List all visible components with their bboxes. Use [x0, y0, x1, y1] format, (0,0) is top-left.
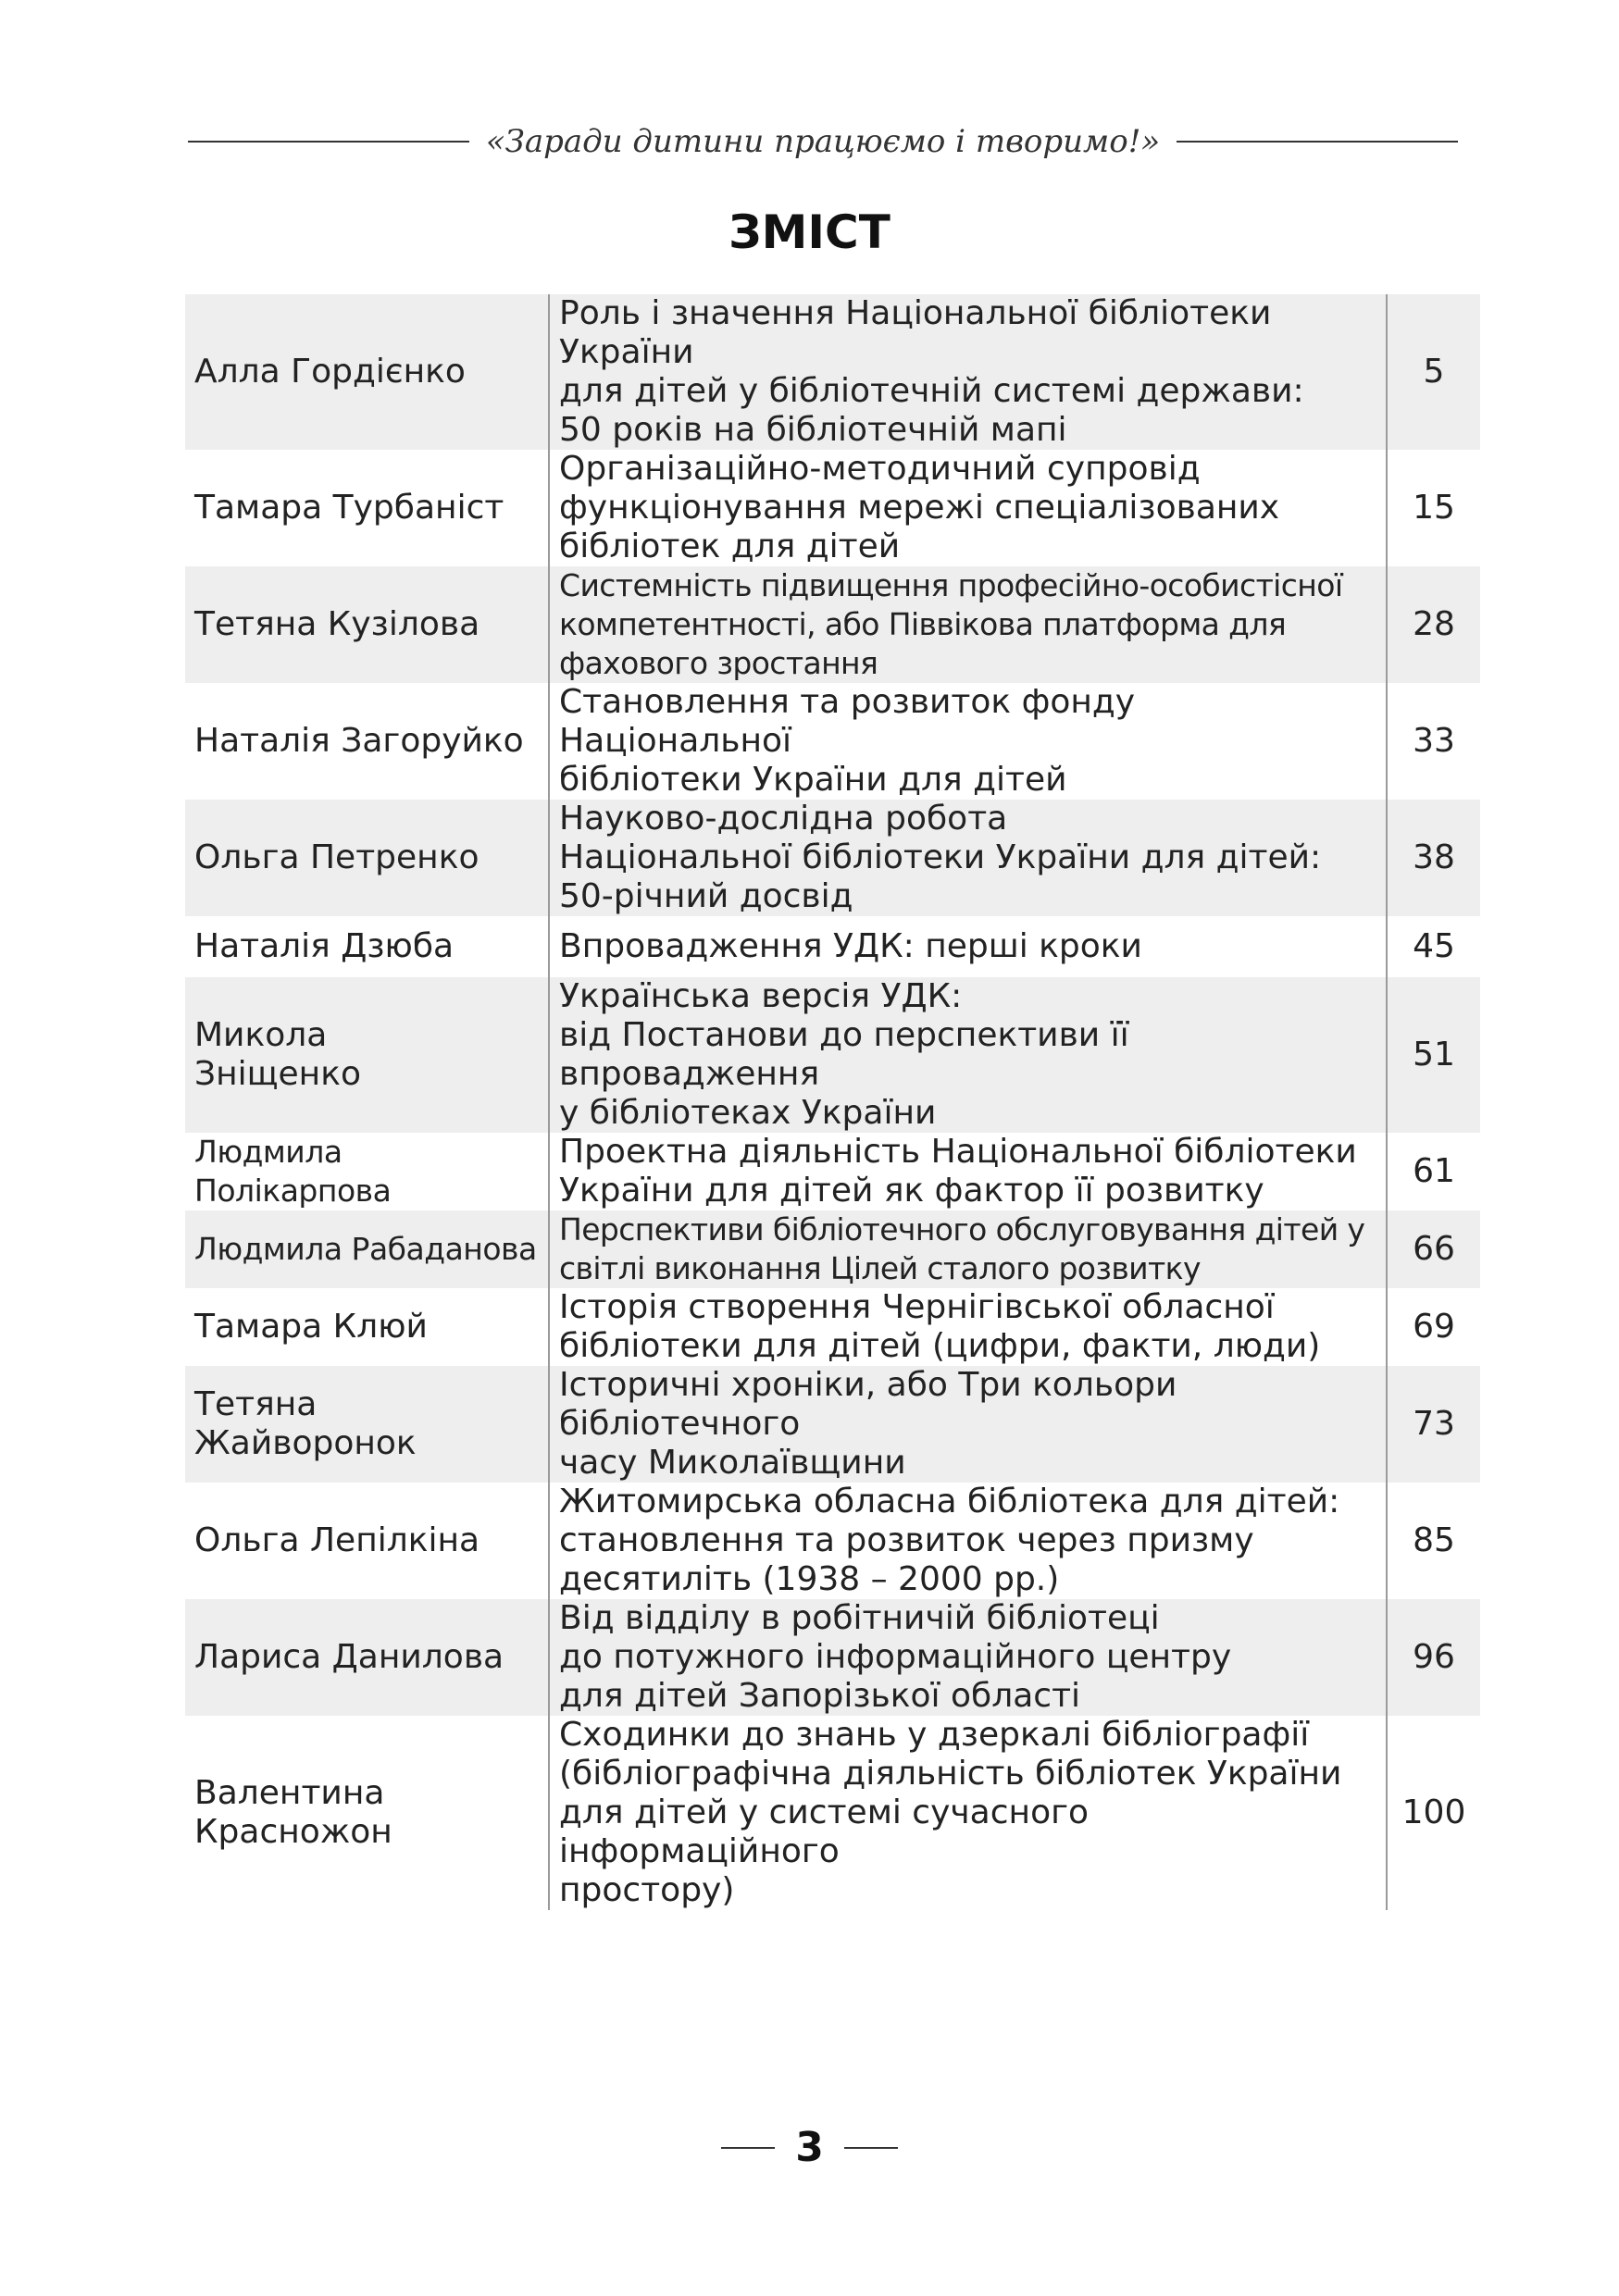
title-line: становлення та розвиток через призму [559, 1521, 1254, 1559]
toc-row [185, 1366, 1480, 1483]
toc-page-number: 85 [1413, 1521, 1455, 1559]
title-line: часу Миколаївщини [559, 1444, 906, 1482]
toc-row [185, 683, 1480, 800]
toc-author: Тамара Турбаніст [194, 489, 504, 527]
toc-author: Наталія Дзюба [194, 927, 455, 965]
title-line: Проектна діяльність Національної бібліотеки [559, 1133, 1357, 1171]
toc-page-number: 69 [1413, 1308, 1455, 1346]
header-motto: «Заради дитини працюємо і творимо!» [485, 123, 1161, 160]
title-line: Становлення та розвиток фонду Національної [559, 683, 1136, 760]
title-line: для дітей у бібліотечній системі держави: [559, 372, 1304, 410]
toc-title: ЗМІСТ [729, 205, 890, 259]
toc-row [185, 1716, 1480, 1910]
toc-page-number: 15 [1413, 489, 1455, 527]
toc-author: Людмила Рабаданова [185, 1210, 549, 1288]
toc-author: Алла Гордієнко [185, 294, 549, 450]
toc-article-title [549, 1716, 1387, 1910]
toc-article-title [549, 1366, 1387, 1483]
toc-page-number: 100 [1401, 1793, 1466, 1831]
toc-row [185, 294, 1480, 450]
toc-author: Наталія Загоруйко [194, 722, 524, 760]
toc-author: Тетяна Кузілова [185, 566, 549, 683]
title-line: від Постанови до перспективи її впровадження [559, 1016, 1129, 1093]
title-line: Історичні хроніки, або Три кольори бібліотечного [559, 1366, 1177, 1443]
toc-page-number: 66 [1387, 1210, 1480, 1288]
toc-row [185, 1133, 1480, 1210]
title-line: Історія створення Чернігівської обласної [559, 1288, 1275, 1326]
toc-article-title [549, 977, 1387, 1133]
toc-author: Лариса Данилова [185, 1599, 549, 1716]
title-line: Науково-дослідна робота [559, 800, 1008, 838]
toc-row [185, 1483, 1480, 1599]
toc-row [185, 566, 1480, 683]
toc-page-number: 61 [1413, 1152, 1455, 1190]
toc-article-title [549, 800, 1387, 916]
toc-row [185, 916, 1480, 977]
title-line: Житомирська обласна бібліотека для дітей: [559, 1483, 1340, 1520]
toc-row [185, 450, 1480, 566]
author-line: Красножон [194, 1813, 392, 1851]
title-line: бібліотек для дітей [559, 527, 901, 565]
title-line: компетентності, або Піввікова платформа для [559, 606, 1287, 642]
title-line: десятиліть (1938 – 2000 рр.) [559, 1560, 1060, 1598]
title-line: для дітей у системі сучасного інформаційного [559, 1793, 1090, 1870]
toc-article-title [549, 294, 1387, 450]
title-line: для дітей Запорізької області [559, 1677, 1081, 1715]
title-line: до потужного інформаційного центру [559, 1638, 1232, 1676]
title-line: Впровадження УДК: перші кроки [559, 927, 1142, 965]
author-line: Валентина [194, 1774, 385, 1812]
title-line: 50 років на бібліотечній мапі [559, 411, 1067, 449]
running-header [188, 109, 1458, 174]
toc-author [185, 977, 549, 1133]
toc-article-title [549, 450, 1387, 566]
author-line: Зніщенко [194, 1055, 361, 1093]
title-line: функціонування мережі спеціалізованих [559, 489, 1280, 527]
page-footer [0, 2124, 1619, 2171]
toc-page-number: 33 [1413, 722, 1455, 760]
toc-body [185, 294, 1480, 1910]
title-line: Роль і значення Національної бібліотеки України [559, 294, 1272, 371]
title-line: Сходинки до знань у дзеркалі бібліографії [559, 1716, 1310, 1754]
title-line: бібліотеки для дітей (цифри, факти, люди) [559, 1327, 1321, 1365]
toc-article-title [549, 1483, 1387, 1599]
toc-table [185, 294, 1480, 1910]
toc-article-title [549, 566, 1387, 683]
footer-dash-right [844, 2147, 898, 2149]
toc-article-title [549, 916, 1387, 977]
toc-author: Людмила Полікарпова [194, 1134, 392, 1209]
toc-page-number: 38 [1387, 800, 1480, 916]
toc-article-title [549, 1133, 1387, 1210]
title-line: Перспективи бібліотечного обслуговування дітей у [559, 1211, 1365, 1247]
title-line: простору) [559, 1871, 735, 1909]
title-line: бібліотеки України для дітей [559, 761, 1067, 799]
toc-row [185, 800, 1480, 916]
toc-article-title [549, 1599, 1387, 1716]
title-line: світлі виконання Цілей сталого розвитку [559, 1250, 1201, 1286]
toc-author: Тамара Клюй [194, 1308, 428, 1346]
toc-row [185, 1599, 1480, 1716]
toc-author: Тетяна Жайворонок [185, 1366, 549, 1483]
toc-page-number: 45 [1413, 927, 1455, 965]
toc-page-number: 28 [1387, 566, 1480, 683]
toc-author: Ольга Лепілкіна [194, 1521, 480, 1559]
title-line: 50-річний досвід [559, 877, 853, 915]
toc-page-number: 5 [1387, 294, 1480, 450]
header-rule-left [188, 141, 469, 143]
footer-dash-left [721, 2147, 775, 2149]
toc-row [185, 1288, 1480, 1366]
title-line: Національної бібліотеки України для дітей: [559, 838, 1322, 876]
title-line: Системність підвищення професійно-особистісної [559, 567, 1343, 603]
title-line: у бібліотеках України [559, 1094, 937, 1132]
toc-article-title [549, 1288, 1387, 1366]
toc-author: Ольга Петренко [185, 800, 549, 916]
title-line: Організаційно-методичний супровід [559, 450, 1201, 488]
title-line: фахового зростання [559, 645, 878, 681]
toc-row [185, 977, 1480, 1133]
toc-page-number: 73 [1387, 1366, 1480, 1483]
toc-article-title [549, 1210, 1387, 1288]
toc-author [185, 1716, 549, 1910]
header-rule-right [1177, 141, 1458, 143]
toc-page-number: 51 [1387, 977, 1480, 1133]
toc-article-title [549, 683, 1387, 800]
toc-row [185, 1210, 1480, 1288]
title-line: Від відділу в робітничій бібліотеці [559, 1599, 1160, 1637]
title-line: Українська версія УДК: [559, 977, 963, 1015]
title-line: України для дітей як фактор її розвитку [559, 1172, 1264, 1210]
title-line: (бібліографічна діяльність бібліотек України [559, 1755, 1342, 1793]
author-line: Микола [194, 1016, 328, 1054]
toc-page-number: 96 [1387, 1599, 1480, 1716]
page-number: 3 [795, 2124, 824, 2171]
